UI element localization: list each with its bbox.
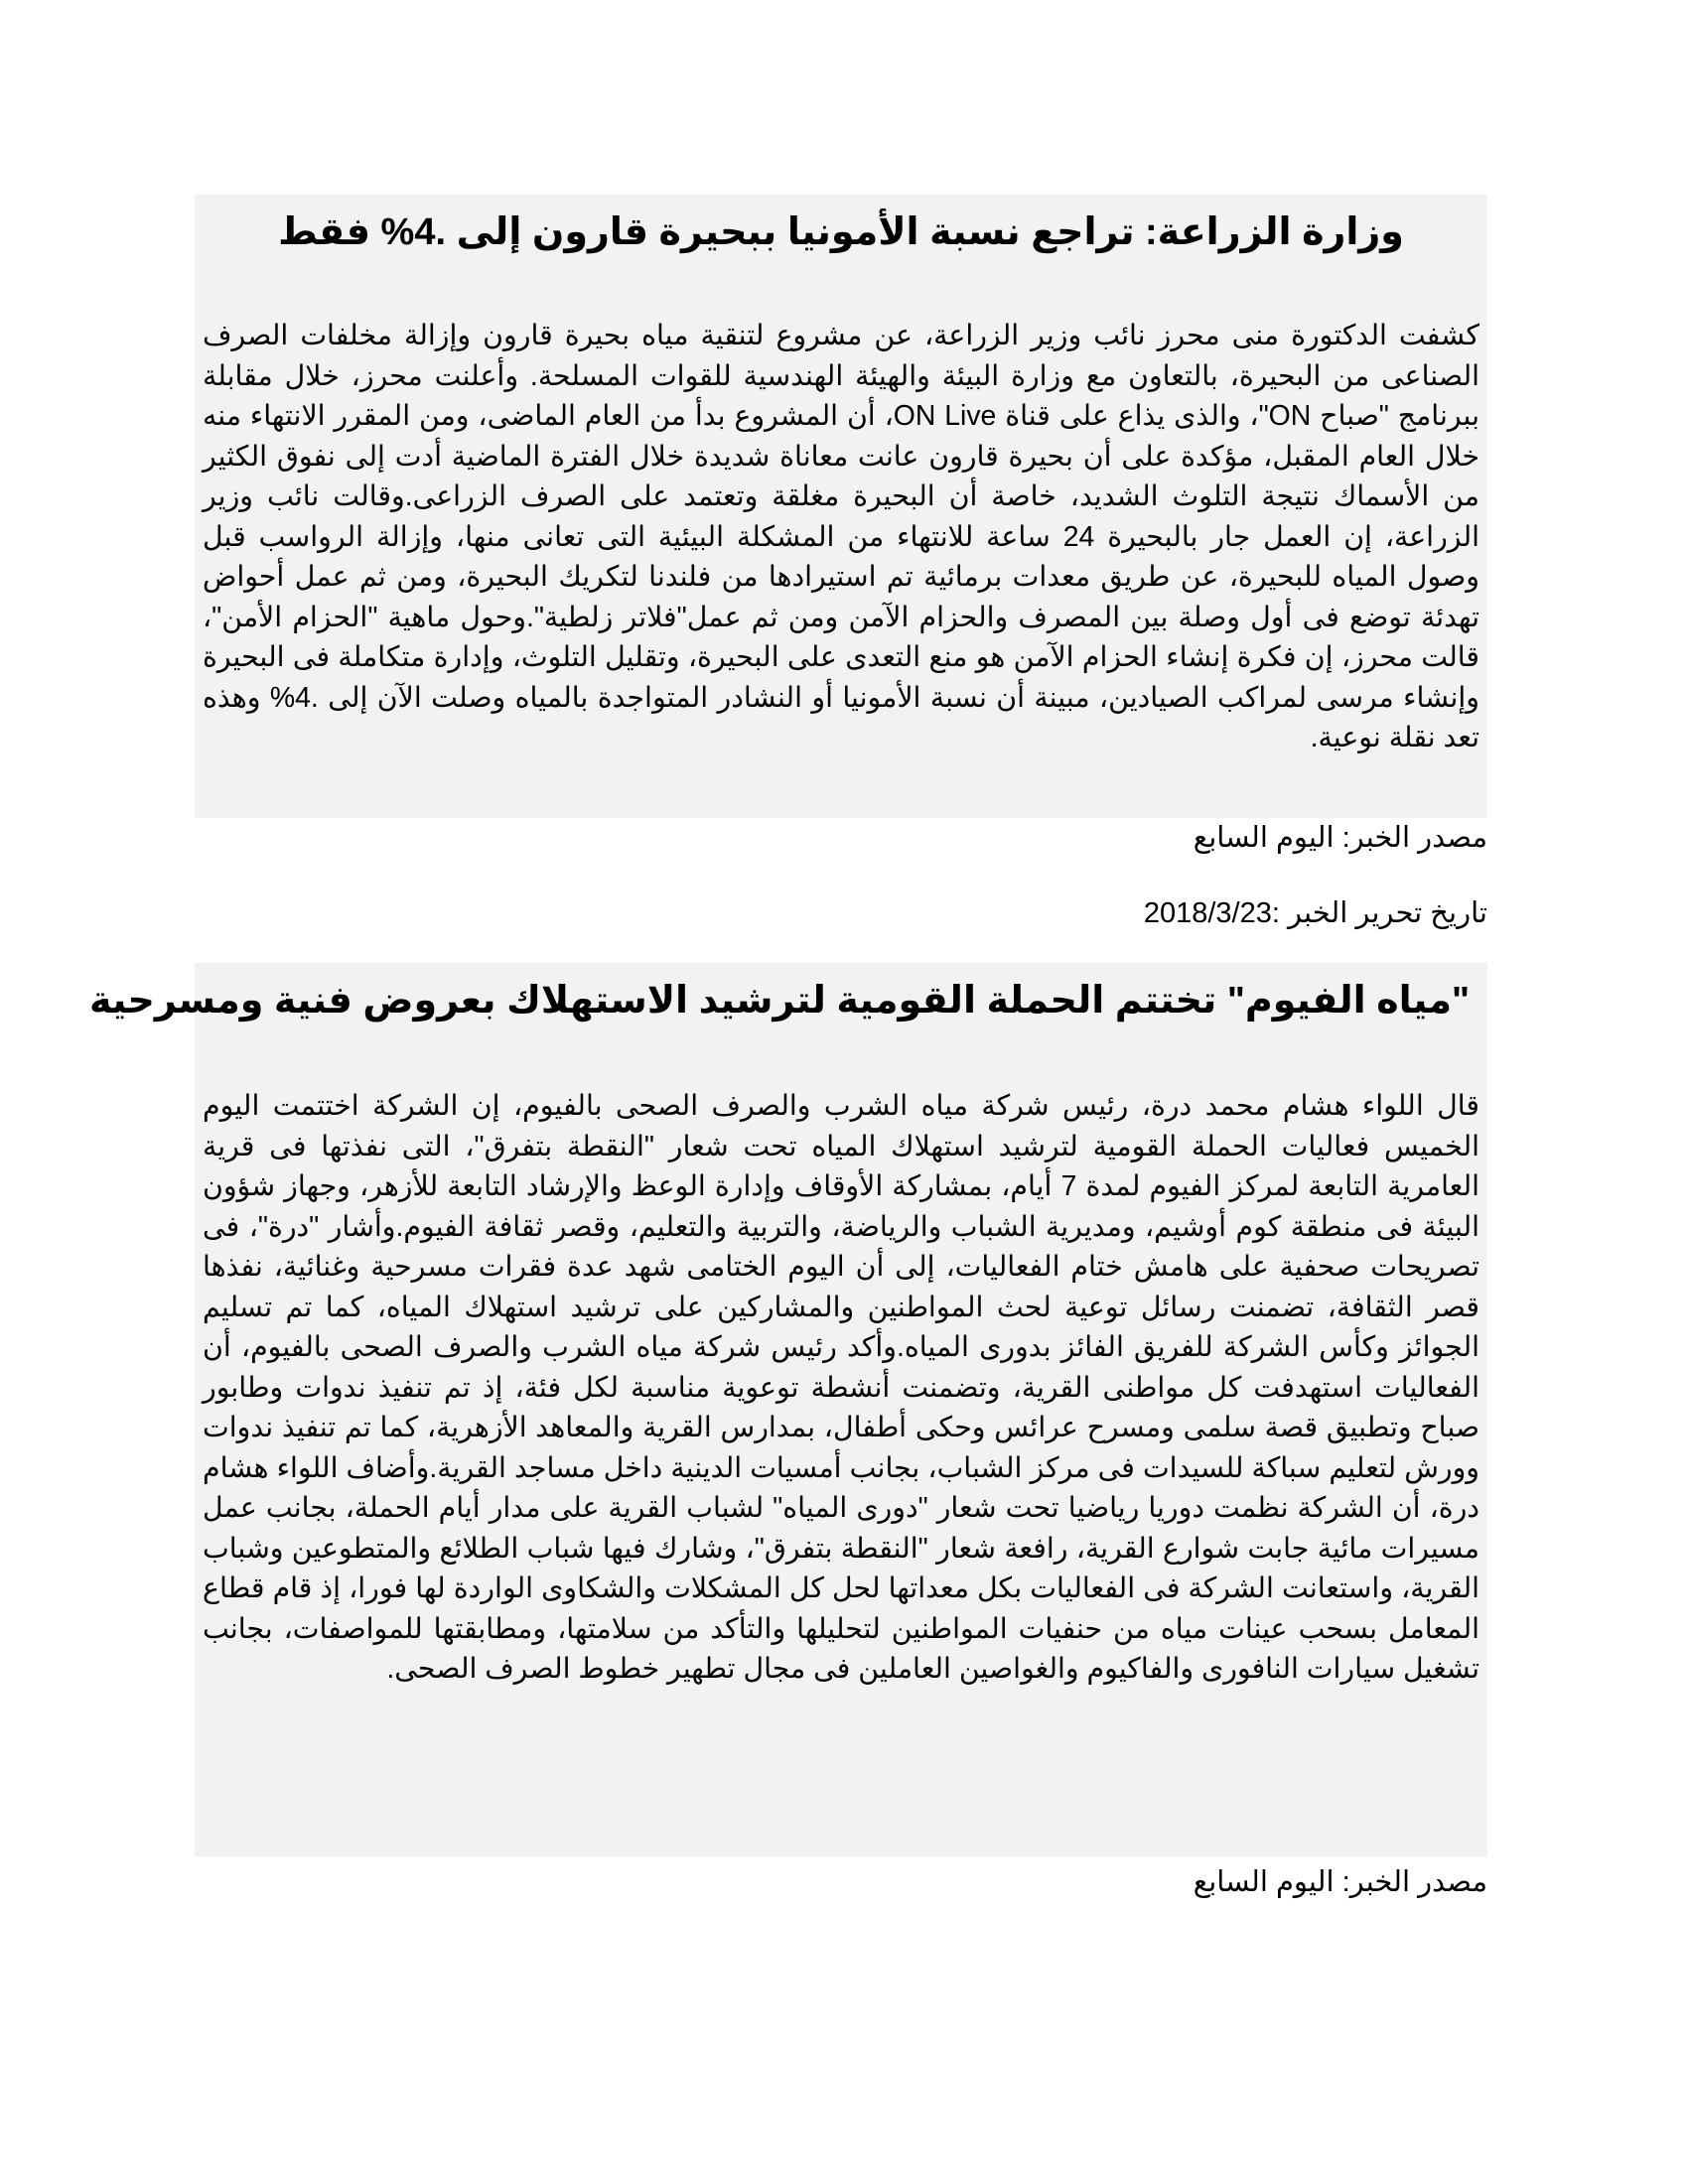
- article-1-source: مصدر الخبر: اليوم السابع: [1193, 822, 1487, 854]
- article-1-body: كشفت الدكتورة منى محرز نائب وزير الزراعة، عن مشروع لتنقية مياه بحيرة قارون وإزالة مخلفات الصرف الصناعى من البحيرة، بالتعاون مع وزارة البيئة والهيئة الهندسية للقوات المسلحة. وأعلنت محرز، خلال مقابلة ببرنامج "صباح ON"، والذى يذاع على قناة ON Live، أن المشروع بدأ من العام الماضى، ومن المقرر الانتهاء منه خلال العام المقبل، مؤكدة على أن بحيرة قارون عانت معاناة شديدة خلال الفترة الماضية أدت إلى نفوق الكثير من الأسماك نتيجة التلوث الشديد، خاصة أن البحيرة مغلقة وتعتمد على الصرف الزراعى.وقالت نائب وزير الزراعة، إن العمل جار بالبحيرة 24 ساعة للانتهاء من المشكلة البيئية التى تعانى منها، وإزالة الرواسب قبل وصول المياه للبحيرة، عن طريق معدات برمائية تم استيرادها من فلندنا لتكريك البحيرة، ومن ثم عمل أحواض تهدئة توضع فى أول وصلة بين المصرف والحزام الآمن ومن ثم عمل"فلاتر زلطية".وحول ماهية "الحزام الأمن"، قالت محرز، إن فكرة إنشاء الحزام الآمن هو منع التعدى على البحيرة، وتقليل التلوث، وإدارة متكاملة فى البحيرة وإنشاء مرسى لمراكب الصيادين، مبينة أن نسبة الأمونيا أو النشادر المتواجدة بالمياه وصلت الآن إلى .4% وهذه تعد نقلة نوعية.: [203, 320, 1479, 753]
- article-1-box: [195, 195, 1487, 818]
- article-2-body: قال اللواء هشام محمد درة، رئيس شركة مياه الشرب والصرف الصحى بالفيوم، إن الشركة اختتمت اليوم الخميس فعاليات الحملة القومية لترشيد استهلاك المياه تحت شعار "النقطة بتفرق"، التى نفذتها فى قرية العامرية التابعة لمركز الفيوم لمدة 7 أيام، بمشاركة الأوقاف وإدارة الوعظ والإرشاد التابعة للأزهر، وجهاز شؤون البيئة فى منطقة كوم أوشيم، ومديرية الشباب والرياضة، والتربية والتعليم، وقصر ثقافة الفيوم.وأشار "درة"، فى تصريحات صحفية على هامش ختام الفعاليات، إلى أن اليوم الختامى شهد عدة فقرات مسرحية وغنائية، نفذها قصر الثقافة، تضمنت رسائل توعية لحث المواطنين والمشاركين على ترشيد استهلاك المياه، كما تم تسليم الجوائز وكأس الشركة للفريق الفائز بدورى المياه.وأكد رئيس شركة مياه الشرب والصرف الصحى بالفيوم، أن الفعاليات استهدفت كل مواطنى القرية، وتضمنت أنشطة توعوية مناسبة لكل فئة، إذ تم تنفيذ ندوات وطابور صباح وتطبيق قصة سلمى ومسرح عرائس وحكى أطفال، بمدارس القرية والمعاهد الأزهرية، كما تم تنفيذ ندوات وورش لتعليم سباكة للسيدات فى مركز الشباب، بجانب أمسيات الدينية داخل مساجد القرية.وأضاف اللواء هشام درة، أن الشركة نظمت دوريا رياضيا تحت شعار "دورى المياه" لشباب القرية على مدار أيام الحملة، بجانب عمل مسيرات مائية جابت شوارع القرية، رافعة شعار "النقطة بتفرق"، وشارك فيها شباب الطلائع والمتطوعين وشباب القرية، واستعانت الشركة فى الفعاليات بكل معداتها لحل كل المشكلات والشكاوى الواردة لها فورا، إذ قام قطاع المعامل بسحب عينات مياه من حنفيات المواطنين لتحليلها والتأكد من سلامتها، ومطابقتها للمواصفات، بجانب تشغيل سيارات النافورى والفاكيوم والغواصين العاملين فى مجال تطهير خطوط الصرف الصحى.: [203, 1090, 1479, 1685]
- article-2-box: [88, 963, 1487, 1856]
- article-2-source: مصدر الخبر: اليوم السابع: [1193, 1866, 1487, 1898]
- article-1-title: وزارة الزراعة: تراجع نسبة الأمونيا ببحيرة قارون إلى .4% فقط: [278, 211, 1404, 253]
- article-2-title: "مياه الفيوم" تختتم الحملة القومية لترشيد الاستهلاك بعروض فنية ومسرحية: [88, 980, 1470, 1022]
- article-1-date: تاريخ تحرير الخبر :2018/3/23: [1143, 897, 1487, 929]
